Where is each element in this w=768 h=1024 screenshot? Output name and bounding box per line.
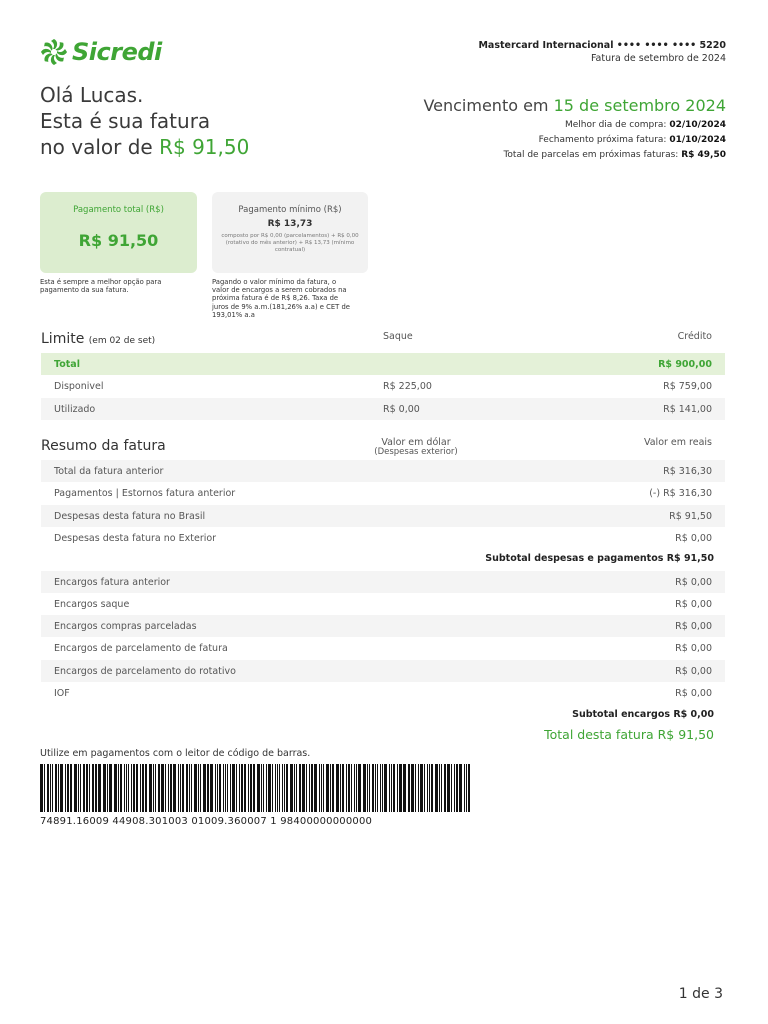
barcode-bar [340,764,341,812]
payment-min-label: Pagamento mínimo (R$) [238,205,342,215]
payment-min-value: R$ 13,73 [267,219,313,229]
greeting-line-2: Esta é sua fatura [40,109,211,133]
payment-min-note: Pagando o valor mínimo da fatura, o valor de encargos a serem cobrados na próxima fatura é de R$ 8,26. Taxa de juros de 9% a.m.(181,26% a.a) e CET de 193,01% a.a [212,278,350,319]
limit-title [41,331,155,347]
summary-row-value: R$ 91,50 [669,510,712,522]
barcode-bar [227,764,228,812]
barcode-bar [382,764,383,812]
limit-row-saque: R$ 0,00 [383,403,420,415]
charge-row [41,615,725,637]
barcode-bar [44,764,45,812]
barcode-bar [198,764,199,812]
barcode-bar [323,764,324,812]
limit-row-available [41,375,725,397]
charge-row-label: Encargos fatura anterior [54,576,170,588]
barcode-bar [431,764,433,812]
barcode-bar [441,764,442,812]
barcode-bar [200,764,201,812]
barcode-bar [244,764,246,812]
barcode-bar [153,764,154,812]
greeting-amount: R$ 91,50 [159,135,250,159]
barcode-bar [92,764,94,812]
barcode-bar [114,764,117,812]
barcode-bar [109,764,112,812]
barcode-bar [332,764,334,812]
barcode-bar [133,764,135,812]
barcode-bar [86,764,88,812]
barcode-bar [170,764,172,812]
due-label: Vencimento em [423,96,554,115]
barcode-bar [126,764,127,812]
summary-col-brl: Valor em reais [643,437,712,448]
greeting-prefix: no valor de [40,135,160,159]
summary-row-label: Despesas desta fatura no Exterior [54,532,217,544]
summary-row-label: Total da fatura anterior [54,465,164,477]
barcode-bar [272,764,273,812]
barcode-bar [411,764,414,812]
charge-row-value: R$ 0,00 [675,642,712,654]
barcode-bar [309,764,310,812]
barcode-bar [74,764,77,812]
barcode-bar [330,764,331,812]
barcode-bar [290,764,293,812]
barcode-instruction: Utilize em pagamentos com o leitor de código de barras. [40,748,311,759]
barcode-bar [451,764,452,812]
barcode-bar [215,764,216,812]
charge-row-label: Encargos de parcelamento do rotativo [54,665,236,677]
barcode-bar [286,764,288,812]
future-installments [423,150,726,160]
barcode-bar [83,764,85,812]
barcode-bar [399,764,402,812]
barcode-bar [282,764,283,812]
barcode-bar [178,764,179,812]
installments-label: Total de parcelas em próximas faturas: [503,150,682,160]
summary-col-usd-sub: (Despesas exterior) [374,447,458,457]
barcode-bar [207,764,209,812]
charge-row [41,637,725,659]
barcode-bar [47,764,49,812]
barcode-bar [299,764,301,812]
best-day-label: Melhor dia de compra: [565,120,670,130]
barcode-bar [356,764,357,812]
limit-row-label: Utilizado [54,403,96,415]
greeting-line-1: Olá Lucas. [40,83,144,107]
best-day-value: 02/10/2024 [669,120,726,130]
summary-row-label: Pagamentos | Estornos fatura anterior [54,487,236,499]
barcode-bar [418,764,419,812]
barcode-bar [60,764,63,812]
summary-row [41,482,725,504]
barcode-bar [161,764,164,812]
barcode-bar [358,764,361,812]
barcode-bar [136,764,138,812]
charge-row-value: R$ 0,00 [675,576,712,588]
barcode-bar [257,764,260,812]
payment-total-value: R$ 91,50 [78,231,159,250]
barcode-bar [250,764,252,812]
barcode-bar [225,764,226,812]
barcode-bar [80,764,81,812]
barcode-bar [223,764,224,812]
barcode-bar [408,764,410,812]
barcode-bar [149,764,152,812]
barcode-bar [302,764,305,812]
barcode-bar [131,764,132,812]
barcode-bar [420,764,423,812]
barcode-bar [55,764,57,812]
barcode-bar [182,764,184,812]
barcode-bar [165,764,166,812]
closing-date [423,135,726,145]
barcode-bar [397,764,398,812]
barcode-bar [189,764,190,812]
barcode-bar [466,764,467,812]
barcode-bar [128,764,129,812]
barcode-bar [118,764,119,812]
summary-row [41,505,725,527]
barcode-bar [306,764,307,812]
brand-logo [40,38,162,66]
barcode-bar [277,764,278,812]
barcode-bar [336,764,339,812]
barcode-bar [311,764,313,812]
barcode-bar [261,764,262,812]
best-day [423,120,726,130]
barcode-bar [241,764,243,812]
barcode-bar [236,764,237,812]
barcode-bar [296,764,297,812]
payment-min-detail: composto por R$ 0,00 (parcelamentos) + R$ 0,00 (rotativo do mês anterior) + R$ 13,73 (mínimo contratual) [221,233,359,253]
barcode-bar [107,764,108,812]
summary-col-usd-label: Valor em dólar [381,437,451,448]
barcode-bar [253,764,255,812]
barcode-bar [120,764,122,812]
closing-value: 01/10/2024 [669,135,726,145]
barcode-bar [173,764,176,812]
barcode-bar [424,764,425,812]
charge-row-value: R$ 0,00 [675,598,712,610]
barcode-bar [319,764,320,812]
due-info [423,96,726,160]
sicredi-logo-icon [40,38,68,66]
barcode-bar [372,764,374,812]
barcode-bar [389,764,390,812]
barcode-number: 74891.16009 44908.301003 01009.360007 1 98400000000000 [40,816,373,827]
payment-total-label: Pagamento total (R$) [73,205,164,215]
greeting-line-3 [40,134,249,160]
barcode-bar [52,764,53,812]
summary-row-label: Despesas desta fatura no Brasil [54,510,206,522]
charge-row [41,571,725,593]
barcode-bar [275,764,276,812]
summary-row [41,527,725,549]
installments-value: R$ 49,50 [681,150,726,160]
charge-row-label: Encargos saque [54,598,130,610]
charge-row-label: Encargos compras parceladas [54,620,197,632]
barcode-bar [194,764,197,812]
barcode-bar [363,764,366,812]
barcode-bar [266,764,267,812]
barcode-bar [232,764,235,812]
subtotal-expenses: Subtotal despesas e pagamentos R$ 91,50 [485,553,714,564]
barcode-bar [342,764,344,812]
barcode-bar [415,764,416,812]
barcode-bar [168,764,169,812]
summary-col-usd [366,437,466,457]
barcode-bar [459,764,462,812]
summary-row [41,460,725,482]
barcode-bar [230,764,231,812]
barcode-bar [403,764,406,812]
barcode-bar [351,764,352,812]
payment-total-box [40,192,197,273]
summary-row-value: (-) R$ 316,30 [649,487,712,499]
barcode-bar [248,764,249,812]
charge-row [41,682,725,704]
card-number: Mastercard Internacional •••• •••• •••• 5220 [478,40,726,51]
subtotal-charges: Subtotal encargos R$ 0,00 [572,709,714,720]
barcode-bar [140,764,141,812]
barcode-bar [98,764,101,812]
barcode-bar [354,764,355,812]
closing-label: Fechamento próxima fatura: [538,135,670,145]
barcode-bar [464,764,465,812]
barcode-bar [58,764,59,812]
barcode-bar [456,764,458,812]
summary-row-value: R$ 316,30 [663,465,712,477]
invoice-period: Fatura de setembro de 2024 [590,53,726,64]
barcode-bar [158,764,160,812]
barcode-bar [468,764,470,812]
page-number: 1 de 3 [678,986,723,1002]
barcode-bar [380,764,381,812]
barcode-bar [191,764,192,812]
barcode-bar [210,764,213,812]
barcode-bar [435,764,438,812]
barcode-bar [124,764,125,812]
greeting [40,82,249,160]
barcode-bar [239,764,240,812]
card-info [478,40,726,64]
barcode-bar [50,764,51,812]
summary-title: Resumo da fatura [41,438,166,454]
barcode-bar [219,764,221,812]
barcode-bar [444,764,446,812]
barcode-bar [284,764,285,812]
barcode-bar [180,764,181,812]
charge-row-label: IOF [54,687,70,699]
barcode-bar [454,764,455,812]
barcode-bar [314,764,317,812]
barcode-bar [268,764,271,812]
invoice-total: Total desta fatura R$ 91,50 [544,727,714,742]
barcode-bar [155,764,156,812]
limit-row-label: Disponivel [54,380,104,392]
barcode-bar [447,764,450,812]
barcode-bar [294,764,295,812]
due-date-value: 15 de setembro 2024 [553,96,726,115]
barcode-bar [67,764,69,812]
barcode-bar [186,764,188,812]
limit-row-credito: R$ 759,00 [663,380,712,392]
charge-row-value: R$ 0,00 [675,687,712,699]
barcode-bar [89,764,90,812]
limit-row-label: Total [54,358,80,370]
barcode-bar [346,764,347,812]
limit-row-credito: R$ 900,00 [658,358,712,370]
barcode-bar [384,764,387,812]
limit-row-credito: R$ 141,00 [663,403,712,415]
barcode-bar [427,764,428,812]
charge-row-label: Encargos de parcelamento de fatura [54,642,228,654]
barcode-bar [203,764,206,812]
due-date [423,96,726,115]
barcode-bar [429,764,430,812]
barcode-bar [348,764,350,812]
limit-row-saque: R$ 225,00 [383,380,432,392]
barcode-bar [391,764,392,812]
charge-row [41,660,725,682]
barcode-bar [95,764,97,812]
limit-title-text: Limite [41,331,85,347]
charge-row [41,593,725,615]
barcode-bar [321,764,322,812]
summary-row-value: R$ 0,00 [675,532,712,544]
barcode-bar [369,764,370,812]
barcode-bar [217,764,218,812]
brand-name: Sicredi [72,38,162,66]
barcode-bar [70,764,72,812]
barcode-bar [393,764,395,812]
limit-date-note: (em 02 de set) [88,336,156,346]
barcode-bar [263,764,264,812]
barcode-bar [40,764,43,812]
payment-total-note: Esta é sempre a melhor opção para pagamento da sua fatura. [40,278,162,295]
charge-row-value: R$ 0,00 [675,665,712,677]
barcode-bar [375,764,376,812]
payment-min-box [212,192,368,273]
limit-col-saque: Saque [383,331,413,342]
limit-col-credito: Crédito [677,331,712,342]
barcode-image [40,764,472,812]
barcode-bar [145,764,147,812]
barcode-bar [103,764,106,812]
barcode-bar [377,764,378,812]
barcode-bar [78,764,79,812]
limit-row-total [41,353,725,375]
barcode-bar [367,764,368,812]
barcode-bar [142,764,144,812]
charge-row-value: R$ 0,00 [675,620,712,632]
barcode-bar [439,764,440,812]
barcode-bar [326,764,329,812]
barcode-bar [65,764,66,812]
barcode-bar [279,764,280,812]
limit-row-used [41,398,725,420]
